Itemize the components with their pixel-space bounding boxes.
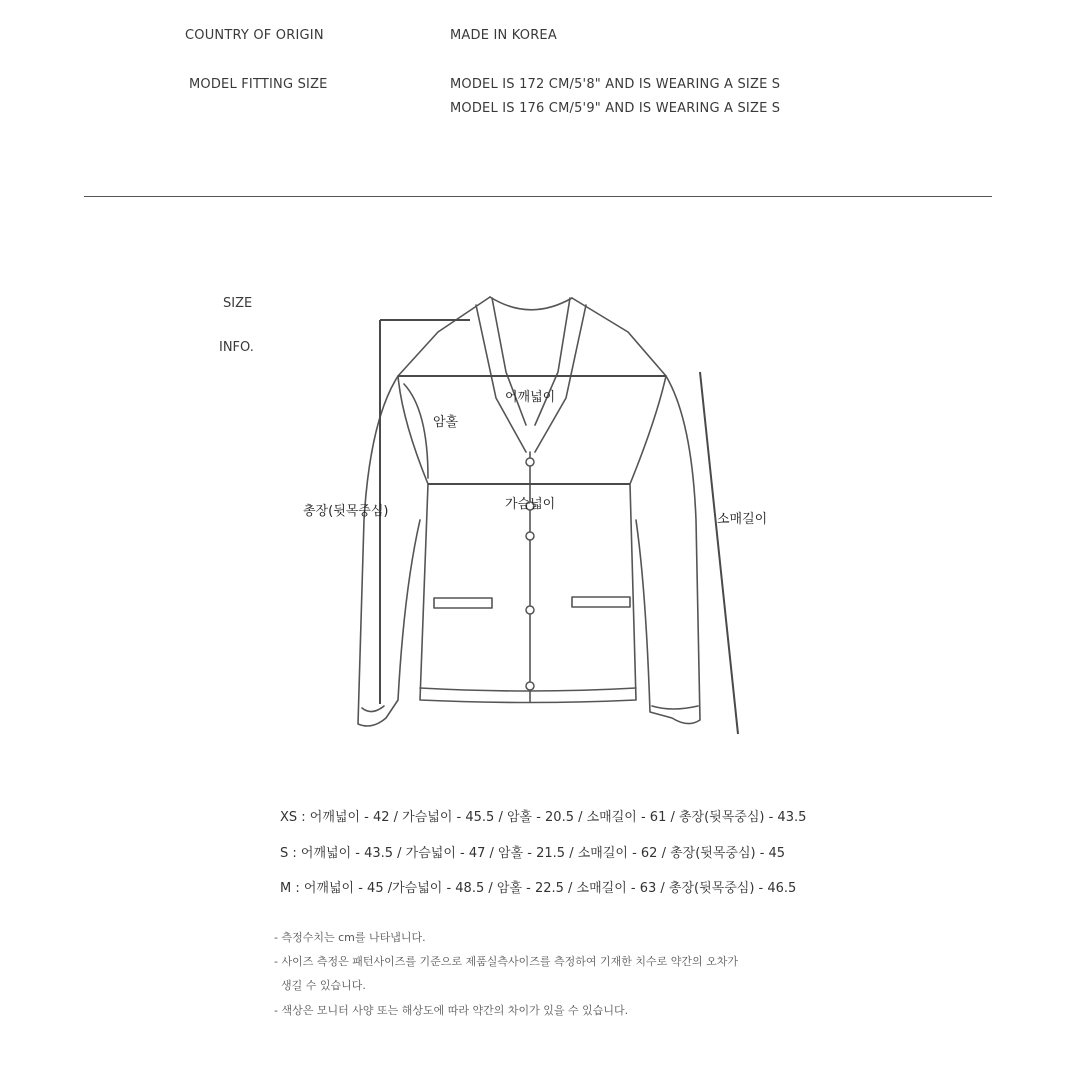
fitting-label: MODEL FITTING SIZE — [189, 77, 328, 92]
left-sleeve — [358, 376, 420, 726]
sleeve-measure-line — [700, 372, 738, 734]
shoulder-label: 어깨넓이 — [505, 390, 556, 405]
note-measurement: - 사이즈 측정은 패턴사이즈를 기준으로 제품실측사이즈를 측정하여 기재한 치수로 약간의 오차가 — [274, 955, 738, 968]
right-pocket — [572, 597, 630, 607]
fitting-value-2: MODEL IS 176 CM/5'9" AND IS WEARING A SIZE S — [450, 101, 781, 116]
size-row-s: S : 어깨넓이 - 43.5 / 가슴넓이 - 47 / 암홀 - 21.5 / 소매길이 - 62 / 총장(뒷목중심) - 45 — [280, 846, 786, 861]
origin-value: MADE IN KOREA — [450, 28, 557, 43]
right-sleeve — [636, 376, 700, 724]
note-measurement-cont: 생길 수 있습니다. — [274, 979, 366, 992]
left-pocket — [434, 598, 492, 608]
button-5 — [526, 682, 534, 690]
sleeve-label: 소매길이 — [717, 512, 768, 527]
button-3 — [526, 532, 534, 540]
left-placket-outer — [476, 305, 526, 452]
fitting-value-1: MODEL IS 172 CM/5'8" AND IS WEARING A SIZE S — [450, 77, 781, 92]
button-4 — [526, 606, 534, 614]
right-cuff-line — [652, 706, 698, 709]
size-row-xs: XS : 어깨넓이 - 42 / 가슴넓이 - 45.5 / 암홀 - 20.5 / 소매길이 - 61 / 총장(뒷목중심) - 43.5 — [280, 810, 807, 825]
right-shoulder-line — [572, 298, 666, 376]
armhole-curve — [404, 384, 428, 478]
left-cuff-line — [362, 706, 384, 712]
note-color: - 색상은 모니터 사양 또는 해상도에 따라 약간의 차이가 있을 수 있습니다. — [274, 1004, 629, 1017]
armhole-label: 암홀 — [433, 415, 459, 430]
right-placket-outer — [535, 305, 586, 452]
back-neck-line — [490, 297, 572, 310]
right-placket-inner — [535, 298, 570, 425]
size-info-label-line2: INFO. — [219, 340, 254, 355]
length-label: 총장(뒷목중심) — [303, 504, 389, 519]
left-placket-inner — [492, 298, 526, 425]
origin-label: COUNTRY OF ORIGIN — [185, 28, 324, 43]
size-row-m: M : 어깨넓이 - 45 /가슴넓이 - 48.5 / 암홀 - 22.5 / 소매길이 - 63 / 총장(뒷목중심) - 46.5 — [280, 881, 797, 896]
button-1 — [526, 458, 534, 466]
chest-label: 가슴넓이 — [505, 497, 556, 512]
size-info-label-line1: SIZE — [223, 296, 253, 311]
note-unit: - 측정수치는 cm를 나타냅니다. — [274, 931, 426, 944]
